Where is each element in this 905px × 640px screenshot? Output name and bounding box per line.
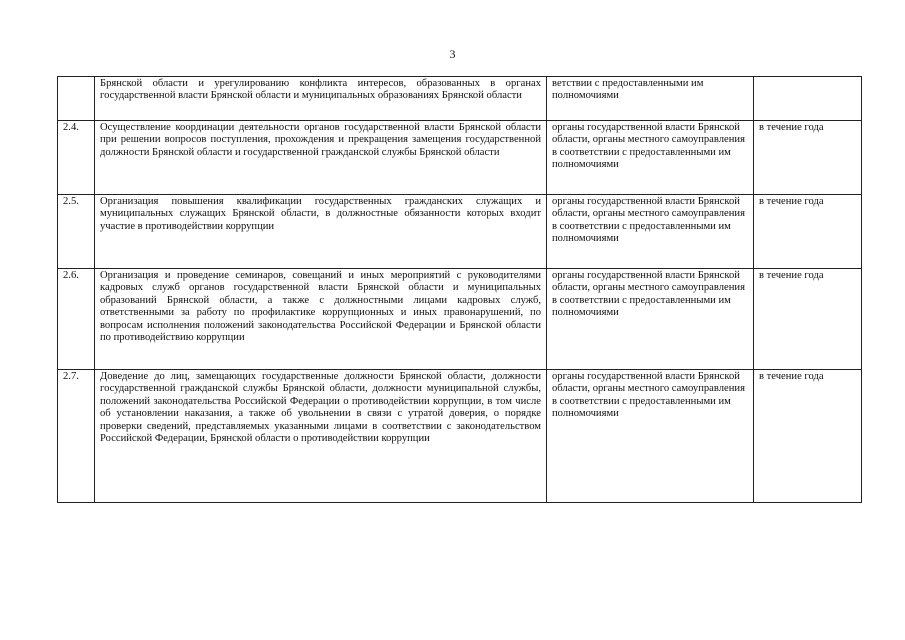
item-number-cell: 2.7. — [58, 370, 95, 503]
deadline-cell — [754, 77, 862, 121]
table-row — [58, 370, 862, 503]
page-number: 3 — [449, 47, 456, 61]
measures-table — [57, 76, 862, 503]
table-row — [58, 269, 862, 370]
table-row — [58, 195, 862, 269]
deadline-cell: в течение года — [754, 121, 862, 195]
item-number-cell — [58, 77, 95, 121]
deadline-cell: в течение года — [754, 370, 862, 503]
item-number-cell: 2.5. — [58, 195, 95, 269]
measure-description-cell: Организация и проведение семинаров, совещаний и иных мероприятий с руководителями кадровых служб органов государственной власти Брянской области и муниципальных образований Брянской области, а также с должностными лицами кадровых служб, ответственными за работу по профилактике коррупционных и иных правонарушений, по вопросам исполнения положений законодательства Российской Федерации и Брянской области по противодействию коррупции — [95, 269, 547, 370]
measure-description-cell: Организация повышения квалификации государственных гражданских служащих и муниципальных служащих Брянской области, в должностные обязанности которых входит участие в противодействии коррупции — [95, 195, 547, 269]
deadline-cell: в течение года — [754, 269, 862, 370]
measure-description-cell: Доведение до лиц, замещающих государственные должности Брянской области, должности государственной гражданской службы Брянской области, должности муниципальной службы, положений законодательства Российской Федерации о противодействии коррупции, в том числе об установлении наказания, а также об увольнении в связи с утратой доверия, о порядке проверки сведений, представляемых указанными лицами в соответствии с законодательством Российской Федерации, Брянской области о противодействии коррупции — [95, 370, 547, 503]
executor-cell: органы государственной власти Брянской области, органы местного самоуправления в соответствии с предоставленными им полномочиями — [547, 370, 754, 503]
executor-cell: органы государственной власти Брянской области, органы местного самоуправления в соответствии с предоставленными им полномочиями — [547, 195, 754, 269]
executor-cell: ветствии с предоставленными им полномочиями — [547, 77, 754, 121]
item-number-cell: 2.4. — [58, 121, 95, 195]
table-row — [58, 77, 862, 121]
item-number-cell: 2.6. — [58, 269, 95, 370]
measure-description-cell: Брянской области и урегулированию конфликта интересов, образованных в органах государственной власти Брянской области и муниципальных образованиях Брянской области — [95, 77, 547, 121]
measure-description-cell: Осуществление координации деятельности органов государственной власти Брянской области при решении вопросов поступления, прохождения и прекращения замещения государственной должности Брянской области и государственной гражданской службы Брянской области — [95, 121, 547, 195]
executor-cell: органы государственной власти Брянской области, органы местного самоуправления в соответствии с предоставленными им полномочиями — [547, 269, 754, 370]
table-row — [58, 121, 862, 195]
executor-cell: органы государственной власти Брянской области, органы местного самоуправления в соответствии с предоставленными им полномочиями — [547, 121, 754, 195]
deadline-cell: в течение года — [754, 195, 862, 269]
